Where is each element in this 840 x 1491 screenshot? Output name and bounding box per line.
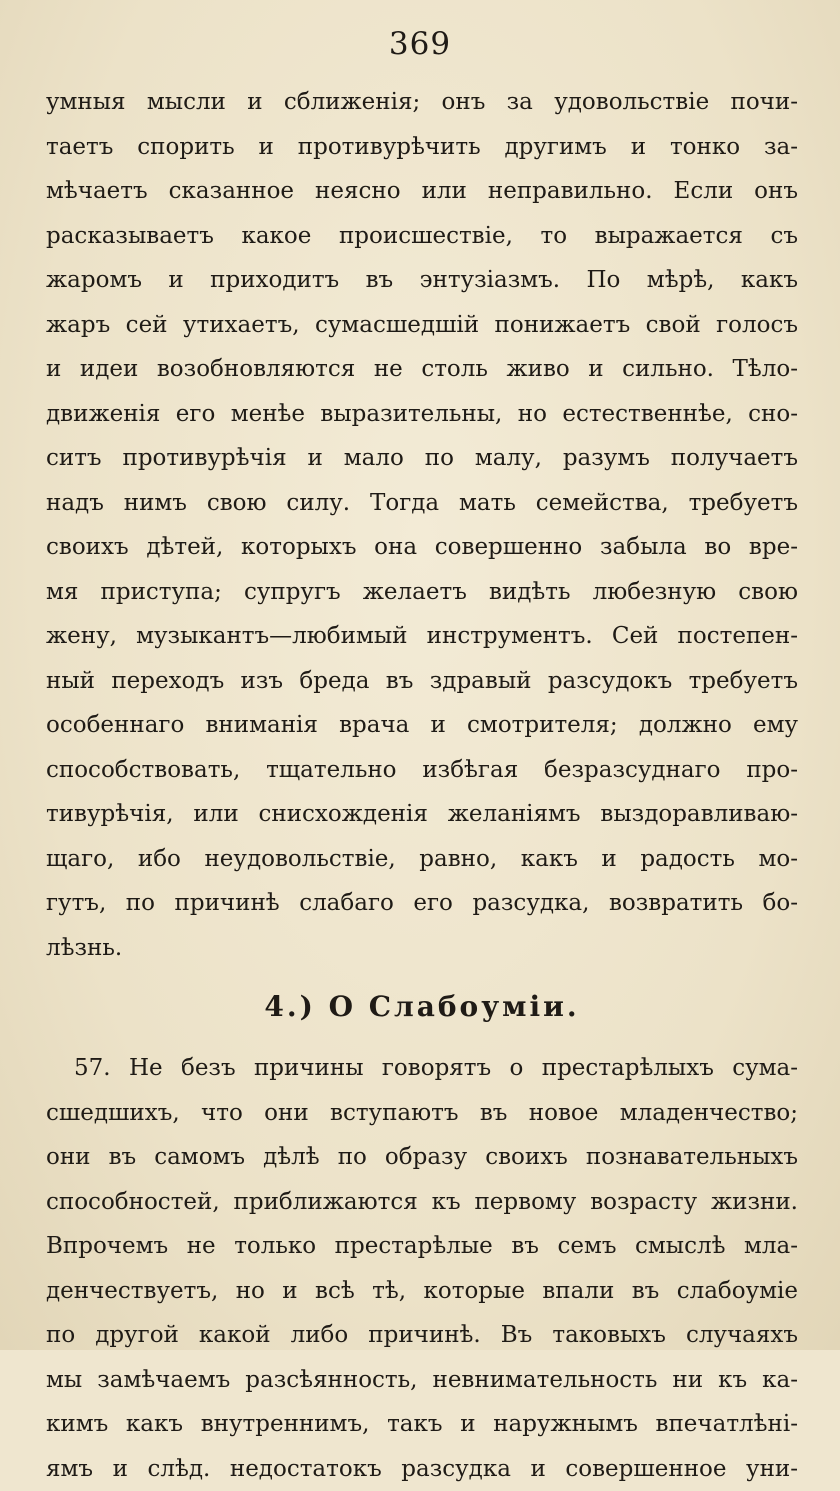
paragraph-2 [46, 1046, 798, 1491]
text-line: сшедшихъ, что они вступаютъ въ новое младенчество; [46, 1091, 798, 1136]
text-line: тивурѣчія, или снисхожденія желаніямъ выздоравливаю- [46, 792, 798, 837]
text-line: и идеи возобновляются не столь живо и сильно. Тѣло- [46, 347, 798, 392]
text-line: щаго, ибо неудовольствіе, равно, какъ и радость мо- [46, 837, 798, 882]
text-line: жаромъ и приходитъ въ энтузіазмъ. По мѣрѣ, какъ [46, 258, 798, 303]
text-line: мѣчаетъ сказанное неясно или неправильно. Если онъ [46, 169, 798, 214]
text-line: ситъ противурѣчія и мало по малу, разумъ получаетъ [46, 436, 798, 481]
text-line: денчествуетъ, но и всѣ тѣ, которые впали въ слабоуміе [46, 1269, 798, 1314]
text-line: ямъ и слѣд. недостатокъ разсудка и совершенное уни- [46, 1447, 798, 1491]
text-line: таетъ спорить и противурѣчить другимъ и тонко за- [46, 125, 798, 170]
text-line: особеннаго вниманія врача и смотрителя; должно ему [46, 703, 798, 748]
text-line: они въ самомъ дѣлѣ по образу своихъ познавательныхъ [46, 1135, 798, 1180]
text-line: умныя мысли и сближенія; онъ за удовольствіе почи- [46, 80, 798, 125]
page-body [46, 80, 798, 1491]
text-line: движенія его менѣе выразительны, но естественнѣе, сно- [46, 392, 798, 437]
page-number: 369 [0, 26, 840, 62]
text-line: жену, музыкантъ—любимый инструментъ. Сей постепен- [46, 614, 798, 659]
text-line: по другой какой либо причинѣ. Въ таковыхъ случаяхъ [46, 1313, 798, 1358]
text-line: гутъ, по причинѣ слабаго его разсудка, возвратить бо- [46, 881, 798, 926]
section-heading: 4.) О Слабоуміи. [46, 974, 798, 1040]
text-line: лѣзнь. [46, 926, 798, 971]
text-line: жаръ сей утихаетъ, сумасшедшій понижаетъ свой голосъ [46, 303, 798, 348]
text-line: своихъ дѣтей, которыхъ она совершенно забыла во вре- [46, 525, 798, 570]
text-line: кимъ какъ внутреннимъ, такъ и наружнымъ впечатлѣні- [46, 1402, 798, 1447]
text-line: надъ нимъ свою силу. Тогда мать семейства, требуетъ [46, 481, 798, 526]
text-line: 57. Не безъ причины говорятъ о престарѣлыхъ сума- [46, 1046, 798, 1091]
text-line: Впрочемъ не только престарѣлые въ семъ смыслѣ мла- [46, 1224, 798, 1269]
text-line: мя приступа; супругъ желаетъ видѣть любезную свою [46, 570, 798, 615]
text-line: ный переходъ изъ бреда въ здравый разсудокъ требуетъ [46, 659, 798, 704]
text-line: мы замѣчаемъ разсѣянность, невнимательность ни къ ка- [46, 1358, 798, 1403]
text-line: способностей, приближаются къ первому возрасту жизни. [46, 1180, 798, 1225]
paragraph-1 [46, 80, 798, 970]
text-line: способствовать, тщательно избѣгая безразсуднаго про- [46, 748, 798, 793]
text-line: расказываетъ какое происшествіе, то выражается съ [46, 214, 798, 259]
